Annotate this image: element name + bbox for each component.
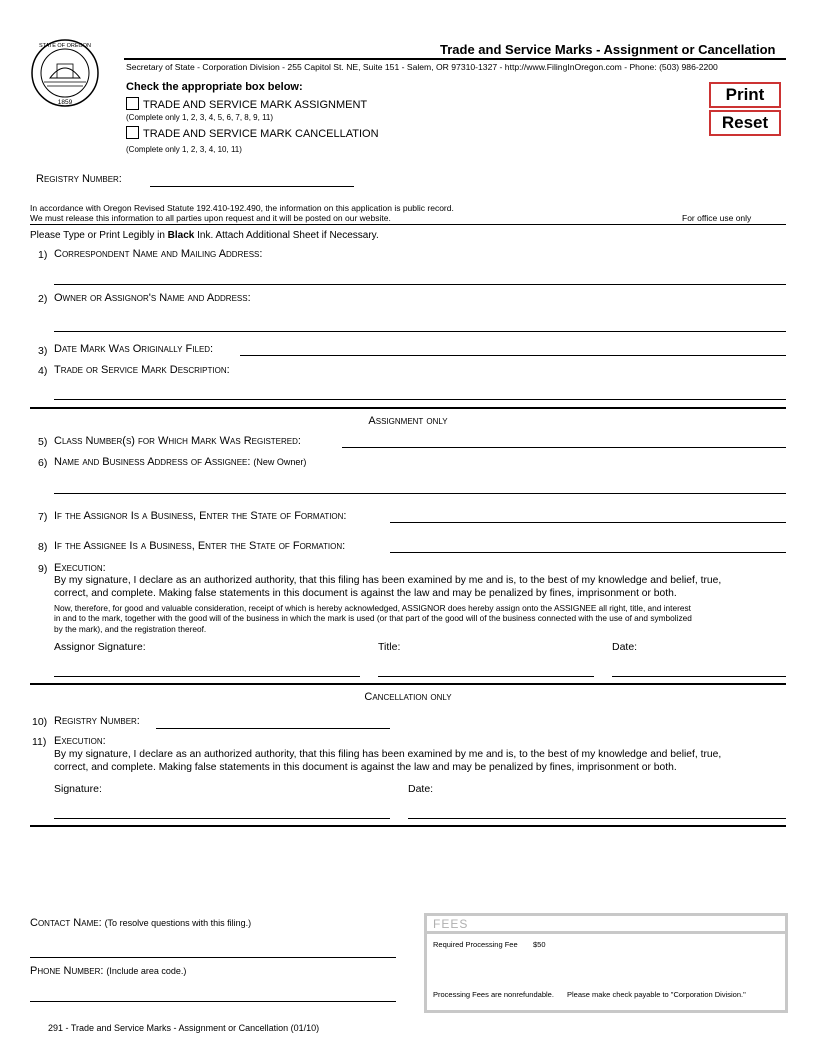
fees-payable: Please make check payable to "Corporation Division." xyxy=(567,990,746,999)
assignor-title-label: Title: xyxy=(378,641,401,653)
field-1-number: 1) xyxy=(38,249,48,261)
field-9-assignment-text-3: by the mark), and the registration thereof. xyxy=(54,624,207,634)
public-record-notice-2: We must release this information to all parties upon request and it will be posted on our website. xyxy=(30,213,391,223)
field-10-input[interactable] xyxy=(156,728,390,729)
field-6-number: 6) xyxy=(38,457,48,469)
assignment-only-heading: Assignment only xyxy=(368,415,448,427)
cancellation-option[interactable] xyxy=(126,126,379,140)
cancellation-note: (Complete only 1, 2, 3, 4, 10, 11) xyxy=(126,145,242,154)
assignment-option[interactable] xyxy=(126,97,367,111)
field-9-label: Execution: xyxy=(54,562,106,574)
fees-title: FEES xyxy=(427,916,785,934)
signature-input[interactable] xyxy=(54,818,390,819)
field-5-input[interactable] xyxy=(342,447,786,448)
field-5-label: Class Number(s) for Which Mark Was Registered: xyxy=(54,435,301,447)
contact-name-label-group: Contact Name: (To resolve questions with this filing.) xyxy=(30,917,252,929)
field-6-input[interactable] xyxy=(54,493,786,494)
field-3-number: 3) xyxy=(38,345,48,357)
instructions: Please Type or Print Legibly in Black Ink. Attach Additional Sheet if Necessary. xyxy=(30,230,379,241)
field-4-input[interactable] xyxy=(54,399,786,400)
field-2-number: 2) xyxy=(38,293,48,305)
assignment-note: (Complete only 1, 2, 3, 4, 5, 6, 7, 8, 9, 11) xyxy=(126,113,274,122)
fees-box xyxy=(424,913,788,1013)
check-heading: Check the appropriate box below: xyxy=(126,81,303,93)
field-11-number: 11) xyxy=(32,736,47,748)
cancellation-only-heading: Cancellation only xyxy=(364,691,452,703)
print-button[interactable]: Print xyxy=(709,82,781,108)
office-use-label: For office use only xyxy=(682,213,752,223)
assignment-label: TRADE AND SERVICE MARK ASSIGNMENT xyxy=(143,99,368,111)
field-4-label: Trade or Service Mark Description: xyxy=(54,364,230,376)
field-7-input[interactable] xyxy=(390,522,786,523)
oregon-state-seal xyxy=(30,38,100,108)
fees-nonrefundable: Processing Fees are nonrefundable. xyxy=(433,990,554,999)
field-9-declaration-1: By my signature, I declare as an authorized authority, that this filing has been examined by me and is, to the best of my knowledge and belief, true, xyxy=(54,575,722,586)
field-9-assignment-text-2: in and to the mark, together with the good will of the business in which the mark is used (or that part of the good will of the business connected with the use of and symbolized xyxy=(54,613,692,623)
field-8-input[interactable] xyxy=(390,552,786,553)
field-10-label: Registry Number: xyxy=(54,715,140,727)
field-4-number: 4) xyxy=(38,365,48,377)
assignor-date-label: Date: xyxy=(612,641,638,653)
field-6-label-group: Name and Business Address of Assignee: (New Owner) xyxy=(54,456,307,468)
cancellation-label: TRADE AND SERVICE MARK CANCELLATION xyxy=(143,128,379,140)
field-9-number: 9) xyxy=(38,563,48,575)
form-footer-id: 291 - Trade and Service Marks - Assignment or Cancellation (01/10) xyxy=(48,1023,320,1033)
processing-fee-amount: $50 xyxy=(533,940,546,949)
reset-button[interactable]: Reset xyxy=(709,110,781,136)
seal-top-text: STATE OF OREGON xyxy=(38,43,92,49)
field-1-label: Correspondent Name and Mailing Address: xyxy=(54,248,263,260)
field-11-declaration-2: correct, and complete. Making false statements in this document is against the law and may be penalized by fines, imprisonment or both. xyxy=(54,762,677,773)
public-record-notice-1: In accordance with Oregon Revised Statute 192.410-192.490, the information on this application is public record. xyxy=(30,203,454,213)
field-2-input[interactable] xyxy=(54,331,786,332)
registry-number-label: Registry Number: xyxy=(36,173,122,185)
field-11-label: Execution: xyxy=(54,735,106,747)
field-11-declaration-1: By my signature, I declare as an authorized authority, that this filing has been examined by me and is, to the best of my knowledge and belief, true, xyxy=(54,749,722,760)
contact-name-input[interactable] xyxy=(30,957,396,958)
phone-number-label-group: Phone Number: (Include area code.) xyxy=(30,965,187,977)
agency-address: Secretary of State - Corporation Division - 255 Capitol St. NE, Suite 151 - Salem, OR 97310-1327 - http://www.FilingInOregon.com - Phone: (503) 986-2200 xyxy=(126,62,718,72)
form-title: Trade and Service Marks - Assignment or Cancellation xyxy=(440,42,776,57)
assignor-title-input[interactable] xyxy=(378,676,594,677)
signature-label: Signature: xyxy=(54,783,102,795)
field-10-number: 10) xyxy=(32,716,48,728)
assignor-signature-input[interactable] xyxy=(54,676,360,677)
seal-year: 1859 xyxy=(57,99,73,106)
assignment-checkbox[interactable] xyxy=(126,97,139,110)
field-9-declaration-2: correct, and complete. Making false statements in this document is against the law and may be penalized by fines, imprisonment or both. xyxy=(54,588,677,599)
assignor-date-input[interactable] xyxy=(612,676,786,677)
cancellation-checkbox[interactable] xyxy=(126,126,139,139)
processing-fee-label: Required Processing Fee xyxy=(433,940,518,949)
field-3-label: Date Mark Was Originally Filed: xyxy=(54,343,214,355)
cancellation-date-label: Date: xyxy=(408,783,434,795)
field-3-input[interactable] xyxy=(240,355,786,356)
field-2-label: Owner or Assignor's Name and Address: xyxy=(54,292,251,304)
field-7-label: If the Assignor Is a Business, Enter the State of Formation: xyxy=(54,510,347,522)
phone-number-input[interactable] xyxy=(30,1001,396,1002)
field-7-number: 7) xyxy=(38,511,48,523)
field-9-assignment-text-1: Now, therefore, for good and valuable consideration, receipt of which is hereby acknowledged, ASSIGNOR does hereby assign onto the ASSIGNEE all right, title, and interest xyxy=(54,603,691,613)
registry-number-input[interactable] xyxy=(150,186,354,187)
assignor-signature-label: Assignor Signature: xyxy=(54,641,146,653)
field-8-label: If the Assignee Is a Business, Enter the State of Formation: xyxy=(54,540,346,552)
cancellation-date-input[interactable] xyxy=(408,818,786,819)
field-5-number: 5) xyxy=(38,436,48,448)
field-1-input[interactable] xyxy=(54,284,786,285)
field-8-number: 8) xyxy=(38,541,48,553)
